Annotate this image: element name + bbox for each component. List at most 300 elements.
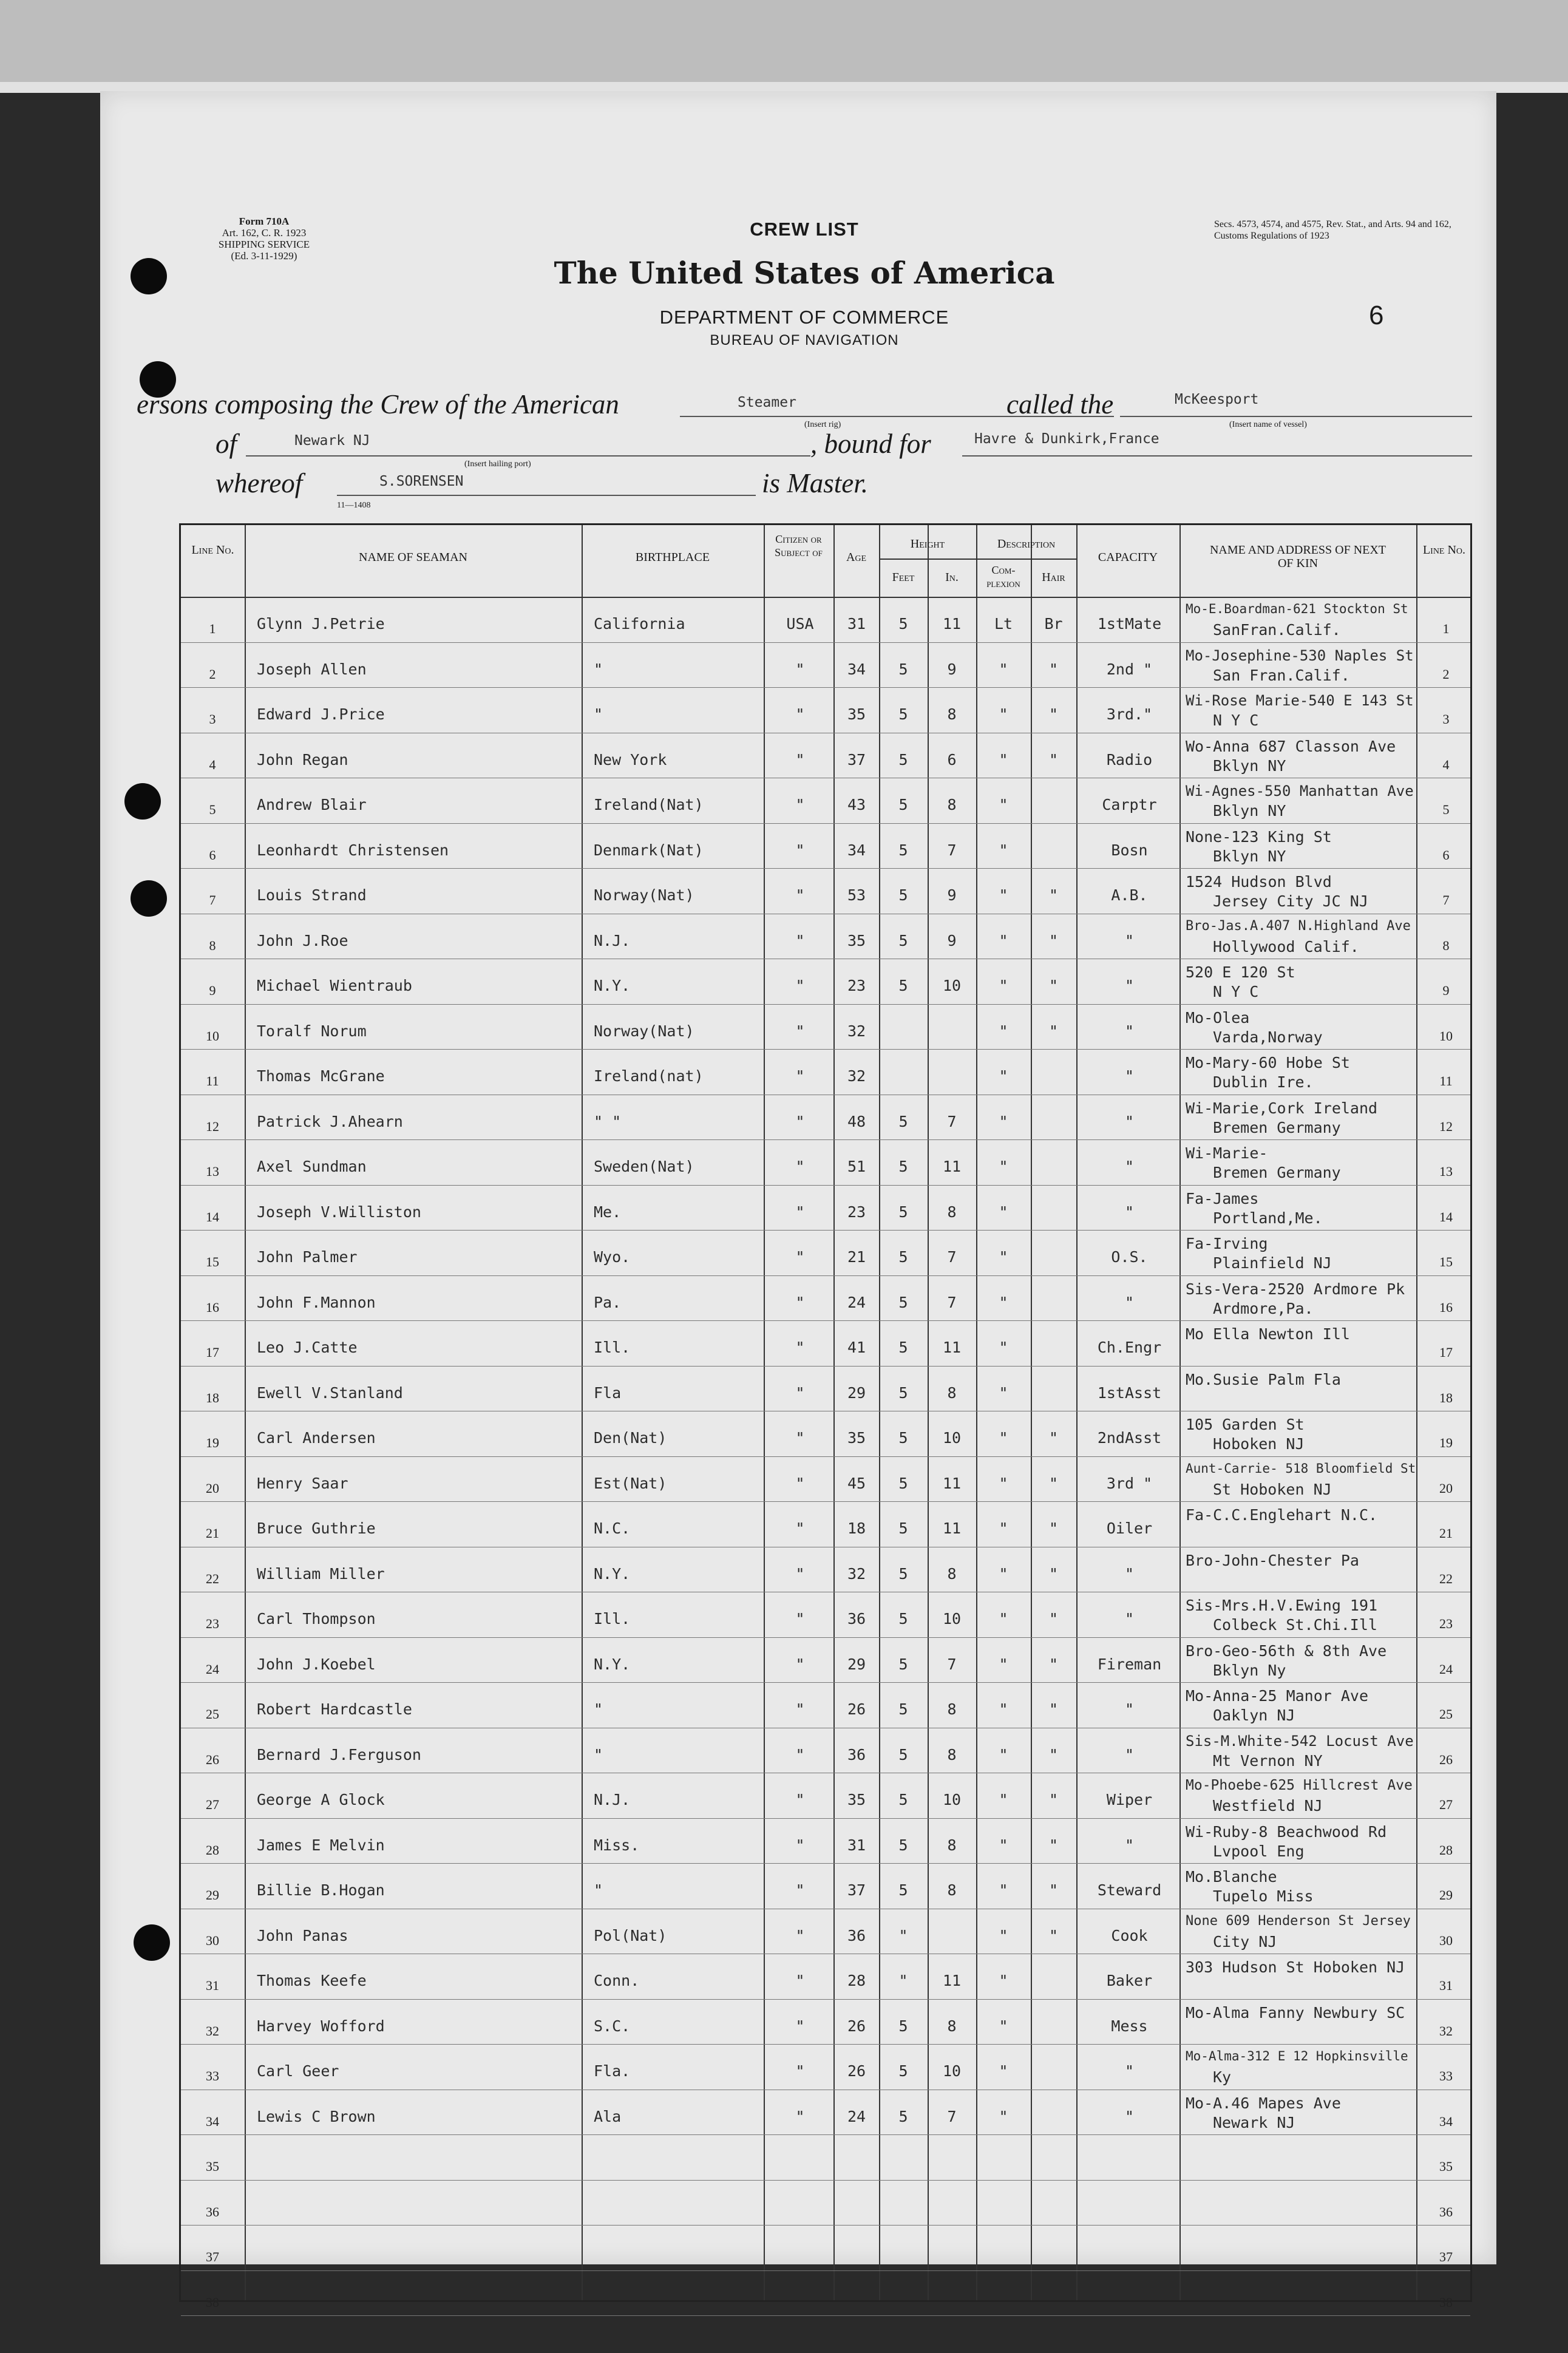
line-number-right: 29 <box>1439 1887 1453 1903</box>
complexion: " <box>999 660 1008 678</box>
age: 34 <box>847 841 866 859</box>
capacity: O.S. <box>1111 1248 1148 1266</box>
citizenship: " <box>795 1248 805 1266</box>
height-inches: 7 <box>947 1248 957 1266</box>
citizenship: " <box>795 1022 805 1040</box>
hair: " <box>1048 886 1059 904</box>
birthplace: S.C. <box>594 2017 631 2035</box>
line-number: 29 <box>206 1887 219 1903</box>
age: 36 <box>847 1610 866 1628</box>
rig-value: Steamer <box>738 395 796 410</box>
complexion: " <box>999 1112 1008 1130</box>
line-number: 36 <box>206 2204 219 2219</box>
height-inches: 8 <box>947 705 957 723</box>
line-number-right: 35 <box>1439 2159 1453 2174</box>
height-feet: 5 <box>898 615 908 633</box>
seaman-name: John Regan <box>257 750 348 769</box>
line-number-right: 37 <box>1439 2249 1453 2264</box>
capacity: Wiper <box>1106 1791 1153 1808</box>
height-inches: 10 <box>942 1610 962 1628</box>
capacity: 3rd." <box>1106 705 1153 723</box>
height-feet: 5 <box>898 1203 908 1221</box>
age: 31 <box>847 1836 866 1854</box>
citizenship: " <box>795 1926 805 1944</box>
complexion: " <box>999 1791 1008 1808</box>
line-number: 18 <box>206 1390 219 1405</box>
next-of-kin-line2: Dublin Ire. <box>1213 1073 1314 1091</box>
height-feet: 5 <box>898 1112 908 1130</box>
seaman-name: John J.Roe <box>257 931 348 949</box>
height-inches: 10 <box>942 1429 962 1447</box>
row-rule <box>181 1366 1470 1367</box>
line-number: 6 <box>209 847 216 863</box>
hair: " <box>1048 1836 1059 1854</box>
age: 32 <box>847 1022 866 1040</box>
birthplace: Ill. <box>594 1610 631 1628</box>
citizenship: " <box>795 1564 805 1583</box>
print-code: 11—1408 <box>337 501 371 510</box>
hair: " <box>1048 1881 1059 1899</box>
next-of-kin-line1: Mo-Alma Fanny Newbury SC <box>1186 2003 1405 2022</box>
complexion: " <box>999 1384 1008 1402</box>
line-number: 14 <box>206 1209 219 1224</box>
next-of-kin-line1: Wi-Ruby-8 Beachwood Rd <box>1186 1822 1387 1841</box>
line-number-right: 1 <box>1442 621 1450 636</box>
line-number: 37 <box>206 2249 219 2264</box>
age: 43 <box>847 796 866 813</box>
age: 23 <box>847 977 866 994</box>
citizenship: " <box>795 660 805 678</box>
seaman-name: John J.Koebel <box>257 1655 376 1673</box>
line-number-right: 26 <box>1439 1751 1453 1767</box>
height-feet: 5 <box>898 2017 908 2035</box>
row-rule <box>181 1501 1470 1502</box>
citizenship: " <box>795 841 805 859</box>
next-of-kin-line1: Bro-Jas.A.407 N.Highland Ave <box>1186 918 1411 934</box>
height-feet: " <box>898 1972 908 1989</box>
birthplace: N.C. <box>594 1519 631 1537</box>
birthplace: Miss. <box>594 1836 640 1854</box>
age: 24 <box>847 1293 866 1311</box>
capacity: " <box>1124 2107 1135 2125</box>
row-rule <box>181 823 1470 824</box>
height-feet: 5 <box>898 977 908 994</box>
seaman-name: Joseph Allen <box>257 660 367 678</box>
height-feet: 5 <box>898 1655 908 1673</box>
line-number: 4 <box>209 756 216 772</box>
seaman-name: Michael Wientraub <box>257 977 412 994</box>
height-inches: 8 <box>947 1564 957 1583</box>
complexion: " <box>999 1339 1008 1356</box>
next-of-kin-line1: Bro-John-Chester Pa <box>1186 1551 1359 1569</box>
next-of-kin-line1: Mo-Josephine-530 Naples St <box>1186 647 1414 664</box>
hair: " <box>1048 1564 1059 1583</box>
seaman-name: James E Melvin <box>257 1836 385 1854</box>
seaman-name: Leo J.Catte <box>257 1339 358 1356</box>
line-number-right: 10 <box>1439 1028 1453 1044</box>
next-of-kin-line1: Sis-Mrs.H.V.Ewing 191 <box>1186 1597 1378 1614</box>
next-of-kin-line2: Ardmore,Pa. <box>1213 1299 1314 1317</box>
hair: " <box>1048 1700 1059 1718</box>
line-number-right: 24 <box>1439 1661 1453 1677</box>
next-of-kin-line1: Mo-A.46 Mapes Ave <box>1186 2094 1341 2112</box>
birthplace: Pa. <box>594 1293 622 1311</box>
complexion: " <box>999 2107 1008 2125</box>
next-of-kin-line2: Portland,Me. <box>1213 1209 1323 1227</box>
capacity: Mess <box>1111 2017 1148 2035</box>
next-of-kin-line1: Mo-Phoebe-625 Hillcrest Ave <box>1186 1777 1413 1793</box>
complexion: " <box>999 750 1008 769</box>
capacity: A.B. <box>1111 886 1148 904</box>
capacity: " <box>1124 1700 1135 1718</box>
vessel-hint: (Insert name of vessel) <box>1229 420 1307 429</box>
line-number: 38 <box>206 2294 219 2310</box>
row-rule <box>181 1320 1470 1321</box>
line-number-right: 5 <box>1442 802 1450 817</box>
seaman-name: John Panas <box>257 1926 348 1944</box>
row-rule <box>181 868 1470 869</box>
capacity: 2ndAsst <box>1097 1429 1162 1447</box>
age: 29 <box>847 1384 866 1402</box>
hair: " <box>1048 750 1059 769</box>
col-line-no: Line No. <box>191 543 234 557</box>
line-number: 10 <box>206 1028 219 1044</box>
next-of-kin-line2: Westfield NJ <box>1213 1797 1323 1815</box>
age: 34 <box>847 660 866 678</box>
citizenship: " <box>795 2017 805 2035</box>
next-of-kin-line1: 105 Garden St <box>1186 1416 1305 1433</box>
height-inches: 9 <box>947 660 957 678</box>
complexion: " <box>999 705 1008 723</box>
complexion: " <box>999 841 1008 859</box>
height-feet: 5 <box>898 1881 908 1899</box>
line-number-right: 16 <box>1439 1299 1453 1315</box>
citizenship: USA <box>786 615 814 633</box>
birthplace: Conn. <box>594 1972 640 1989</box>
birthplace: Fla. <box>594 2062 631 2080</box>
line-number-right: 4 <box>1442 756 1450 772</box>
seaman-name: Thomas Keefe <box>257 1972 367 1989</box>
next-of-kin-line2: Varda,Norway <box>1213 1028 1323 1046</box>
capacity: " <box>1124 1022 1135 1040</box>
line-number: 11 <box>206 1073 219 1088</box>
line-number-right: 20 <box>1439 1480 1453 1496</box>
next-of-kin-line1: Aunt-Carrie- 518 Bloomfield St <box>1186 1461 1416 1476</box>
row-rule <box>181 1185 1470 1186</box>
complexion: " <box>999 2017 1008 2035</box>
crew-table <box>179 523 1472 2310</box>
port-hint: (Insert hailing port) <box>464 460 531 469</box>
seaman-name: Leonhardt Christensen <box>257 841 449 859</box>
height-feet: 5 <box>898 1700 908 1718</box>
line-number-right: 18 <box>1439 1390 1453 1405</box>
next-of-kin-line2: SanFran.Calif. <box>1213 621 1341 639</box>
col-feet: Feet <box>892 571 915 584</box>
line-number: 24 <box>206 1661 219 1677</box>
next-of-kin-line2: Bklyn Ny <box>1213 1661 1286 1679</box>
seaman-name: Robert Hardcastle <box>257 1700 412 1718</box>
capacity: " <box>1124 1836 1135 1854</box>
age: 37 <box>847 750 866 769</box>
next-of-kin-line1: 1524 Hudson Blvd <box>1186 873 1332 891</box>
row-rule <box>181 2044 1470 2045</box>
row-rule <box>181 1999 1470 2000</box>
height-feet: 5 <box>898 2062 908 2080</box>
hair: " <box>1048 1519 1059 1537</box>
next-of-kin-line2: N Y C <box>1213 711 1259 729</box>
citizenship: " <box>795 1429 805 1447</box>
citizenship: " <box>795 705 805 723</box>
row-rule <box>181 687 1470 688</box>
birthplace: N.J. <box>594 931 631 949</box>
capacity: " <box>1124 1610 1135 1628</box>
next-of-kin-line2: Newark NJ <box>1213 2113 1295 2131</box>
age: 26 <box>847 2062 866 2080</box>
line-number-right: 31 <box>1439 1978 1453 1993</box>
next-of-kin-line2: City NJ <box>1213 1932 1277 1951</box>
age: 53 <box>847 886 866 904</box>
citizenship: " <box>795 1791 805 1808</box>
rig-hint: (Insert rig) <box>804 420 841 429</box>
age: 26 <box>847 1700 866 1718</box>
complexion: " <box>999 1022 1008 1040</box>
complexion: " <box>999 1519 1008 1537</box>
statutes-note: Secs. 4573, 4574, and 4575, Rev. Stat., and Arts. 94 and 162, Customs Regulations of 1923 <box>1214 219 1451 241</box>
next-of-kin-line2: St Hoboken NJ <box>1213 1480 1332 1498</box>
citizenship: " <box>795 931 805 949</box>
citizenship: " <box>795 1700 805 1718</box>
complexion: " <box>999 1881 1008 1899</box>
birthplace: Sweden(Nat) <box>594 1158 694 1175</box>
row-rule <box>181 1682 1470 1683</box>
next-of-kin-line1: Mo-Olea <box>1186 1008 1250 1027</box>
next-of-kin-line2: Bremen Germany <box>1213 1164 1341 1181</box>
birthplace: " <box>594 1881 603 1899</box>
next-of-kin-line2: Hoboken NJ <box>1213 1435 1305 1453</box>
line-number: 23 <box>206 1616 219 1631</box>
country-heading: The United States of America <box>554 255 1055 291</box>
next-of-kin-line1: Mo.Blanche <box>1186 1868 1277 1886</box>
line-number: 28 <box>206 1842 219 1858</box>
line-number: 21 <box>206 1526 219 1541</box>
line-number: 34 <box>206 2113 219 2129</box>
row-rule <box>181 2225 1470 2226</box>
next-of-kin-line1: 303 Hudson St Hoboken NJ <box>1186 1958 1405 1976</box>
line-number-right: 8 <box>1442 937 1450 953</box>
seaman-name: Carl Thompson <box>257 1610 376 1628</box>
citizenship: " <box>795 977 805 994</box>
seaman-name: John F.Mannon <box>257 1293 376 1311</box>
height-inches: 7 <box>947 841 957 859</box>
next-of-kin-line1: 520 E 120 St <box>1186 963 1295 981</box>
height-inches: 10 <box>942 977 962 994</box>
birthplace: Ala <box>594 2107 622 2125</box>
line-number: 8 <box>209 937 216 953</box>
birthplace: " <box>594 1745 603 1764</box>
capacity: Bosn <box>1111 841 1148 859</box>
age: 51 <box>847 1158 866 1175</box>
birthplace: N.J. <box>594 1791 631 1808</box>
height-feet: 5 <box>898 660 908 678</box>
capacity: Cook <box>1111 1926 1148 1944</box>
punch-hole-4 <box>131 880 167 917</box>
capacity: Steward <box>1097 1881 1162 1899</box>
seaman-name: Harvey Wofford <box>257 2017 385 2035</box>
form-art: Art. 162, C. R. 1923 <box>222 227 307 239</box>
complexion: " <box>999 1429 1008 1447</box>
hair: " <box>1048 1429 1059 1447</box>
line-number-right: 19 <box>1439 1435 1453 1450</box>
row-rule <box>181 2270 1470 2271</box>
complexion: " <box>999 796 1008 813</box>
height-feet: 5 <box>898 705 908 723</box>
height-feet: 5 <box>898 1474 908 1492</box>
line-number-right: 17 <box>1439 1345 1453 1360</box>
next-of-kin-line2: Oaklyn NJ <box>1213 1706 1295 1724</box>
citizenship: " <box>795 2062 805 2080</box>
punch-hole-5 <box>134 1924 170 1961</box>
age: 31 <box>847 615 866 633</box>
hair: " <box>1048 1926 1059 1944</box>
capacity: " <box>1124 1158 1135 1175</box>
complexion: " <box>999 1564 1008 1583</box>
complexion: " <box>999 886 1008 904</box>
height-feet: 5 <box>898 1158 908 1175</box>
line-number: 16 <box>206 1299 219 1315</box>
persons-label: ersons composing the Crew of the American <box>137 389 619 419</box>
line-number-right: 15 <box>1439 1254 1453 1269</box>
line-number: 22 <box>206 1570 219 1586</box>
capacity: Oiler <box>1106 1519 1153 1537</box>
destination-value: Havre & Dunkirk,France <box>974 431 1159 447</box>
complexion: " <box>999 1610 1008 1628</box>
next-of-kin-line2: Bklyn NY <box>1213 756 1286 775</box>
form-number: Form 710A <box>239 216 290 227</box>
capacity: Carptr <box>1102 796 1157 813</box>
birthplace: Den(Nat) <box>594 1429 667 1447</box>
height-feet: 5 <box>898 1429 908 1447</box>
row-rule <box>181 2134 1470 2135</box>
col-inches: In. <box>945 571 959 584</box>
next-of-kin-line1: None 609 Henderson St Jersey <box>1186 1913 1411 1929</box>
complexion: " <box>999 1972 1008 1989</box>
citizenship: " <box>795 1610 805 1628</box>
capacity: 2nd " <box>1106 660 1153 678</box>
is-master-label: is Master. <box>762 468 869 498</box>
form-identifier <box>149 216 379 262</box>
age: 32 <box>847 1564 866 1583</box>
row-rule <box>181 1230 1470 1231</box>
height-feet: 5 <box>898 1519 908 1537</box>
next-of-kin-line2: San Fran.Calif. <box>1213 666 1350 684</box>
birthplace: Fla <box>594 1384 622 1402</box>
capacity: Baker <box>1106 1972 1153 1989</box>
next-of-kin-line1: Wo-Anna 687 Classon Ave <box>1186 737 1396 755</box>
line-number-right: 6 <box>1442 847 1450 863</box>
col-line-no-right: Line No. <box>1422 543 1466 557</box>
height-feet: 5 <box>898 841 908 859</box>
height-inches: 11 <box>942 1519 962 1537</box>
seaman-name: John Palmer <box>257 1248 358 1266</box>
complexion: " <box>999 1745 1008 1764</box>
birthplace: Norway(Nat) <box>594 1022 694 1040</box>
next-of-kin-line2: Bklyn NY <box>1213 847 1286 865</box>
birthplace: Me. <box>594 1203 622 1221</box>
height-feet: 5 <box>898 1384 908 1402</box>
destination-line <box>962 455 1472 457</box>
line-number-right: 25 <box>1439 1706 1453 1722</box>
birthplace: N.Y. <box>594 1655 631 1673</box>
citizenship: " <box>795 1067 805 1085</box>
form-service: SHIPPING SERVICE <box>218 239 310 250</box>
next-of-kin-line1: Fa-James <box>1186 1189 1259 1207</box>
height-feet: 5 <box>898 1791 908 1808</box>
next-of-kin-line1: Mo-E.Boardman-621 Stockton St <box>1186 602 1408 616</box>
line-number-right: 30 <box>1439 1932 1453 1948</box>
line-number-right: 33 <box>1439 2068 1453 2083</box>
line-number: 32 <box>206 2023 219 2039</box>
capacity: " <box>1124 2062 1135 2080</box>
row-rule <box>181 1456 1470 1457</box>
line-number: 5 <box>209 802 216 817</box>
hair: " <box>1048 1745 1059 1764</box>
height-inches: 8 <box>947 1881 957 1899</box>
punch-hole-3 <box>124 783 161 820</box>
line-number: 13 <box>206 1164 219 1179</box>
age: 21 <box>847 1248 866 1266</box>
height-inches: 9 <box>947 931 957 949</box>
citizenship: " <box>795 1339 805 1356</box>
height-inches: 7 <box>947 1112 957 1130</box>
line-number-right: 7 <box>1442 892 1450 908</box>
height-feet: 5 <box>898 886 908 904</box>
line-number-right: 28 <box>1439 1842 1453 1858</box>
line-number-right: 3 <box>1442 711 1450 727</box>
complexion: " <box>999 1067 1008 1085</box>
port-line <box>246 455 810 457</box>
seaman-name: Joseph V.Williston <box>257 1203 421 1221</box>
birthplace: " <box>594 705 603 723</box>
next-of-kin-line1: None-123 King St <box>1186 827 1332 846</box>
birthplace: Est(Nat) <box>594 1474 667 1492</box>
next-of-kin-line1: Mo-Alma-312 E 12 Hopkinsville <box>1186 2049 1408 2063</box>
master-value: S.SORENSEN <box>379 474 464 489</box>
birthplace: Ireland(Nat) <box>594 796 704 813</box>
hair: " <box>1048 1022 1059 1040</box>
col-next-of-kin: NAME AND ADDRESS OF NEXT OF KIN <box>1209 543 1386 570</box>
col-birthplace: BIRTHPLACE <box>635 551 710 564</box>
birthplace: N.Y. <box>594 977 631 994</box>
capacity: " <box>1124 1112 1135 1130</box>
next-of-kin-line2: Plainfield NJ <box>1213 1254 1332 1272</box>
row-rule <box>181 1049 1470 1050</box>
next-of-kin-line2: Mt Vernon NY <box>1213 1751 1323 1770</box>
citizenship: " <box>795 1384 805 1402</box>
punch-hole-1 <box>131 258 167 294</box>
age: 35 <box>847 1429 866 1447</box>
row-rule <box>181 1637 1470 1638</box>
row-rule <box>181 2315 1470 2316</box>
age: 32 <box>847 1067 866 1085</box>
seaman-name: Louis Strand <box>257 886 367 904</box>
seaman-name: Carl Geer <box>257 2062 339 2080</box>
age: 35 <box>847 705 866 723</box>
citizenship: " <box>795 886 805 904</box>
complexion: " <box>999 1926 1008 1944</box>
height-feet: 5 <box>898 1248 908 1266</box>
citizenship: " <box>795 750 805 769</box>
line-number: 9 <box>209 983 216 998</box>
